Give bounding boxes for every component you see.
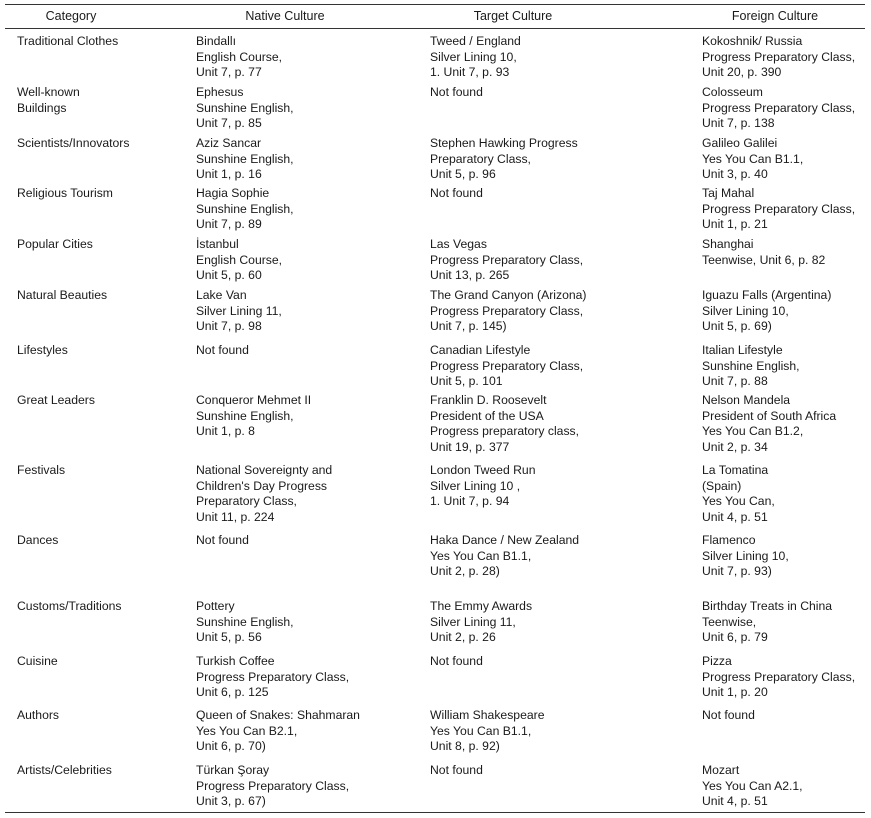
cell-line: Progress Preparatory Class,: [702, 100, 856, 115]
cell-native: [196, 708, 421, 755]
header-native-culture: Native Culture: [245, 9, 325, 23]
cell-line: Yes You Can B1.1,: [430, 548, 532, 563]
cell-foreign: [702, 136, 870, 183]
cell-line: Traditional Clothes: [17, 34, 119, 48]
cell-category: [17, 288, 187, 304]
cell-category: [17, 763, 187, 779]
cell-line: Pizza: [702, 654, 732, 668]
cell-line: Unit 6, p. 79: [702, 630, 768, 645]
cell-foreign: [702, 708, 870, 724]
cell-line: Popular Cities: [17, 237, 93, 251]
cell-line: Unit 1, p. 8: [196, 424, 255, 439]
cell-line: Unit 13, p. 265: [430, 268, 510, 283]
cell-line: Sunshine English,: [196, 151, 294, 166]
cell-target: [430, 34, 695, 81]
cell-line: Unit 7, p. 145): [430, 319, 507, 334]
cell-target: [430, 343, 695, 390]
cell-native: [196, 463, 421, 525]
table-header-row: [0, 8, 871, 28]
cell-line: Yes You Can A2.1,: [702, 778, 803, 793]
cell-line: Las Vegas: [430, 237, 487, 251]
cell-foreign: [702, 533, 870, 580]
cell-category: [17, 343, 187, 359]
cell-target: [430, 463, 695, 510]
cell-line: Festivals: [17, 463, 66, 477]
cell-line: Silver Lining 11,: [430, 614, 516, 629]
cell-line: Well-known: [17, 85, 80, 99]
cell-foreign: [702, 763, 870, 810]
cell-line: Unit 7, p. 77: [196, 65, 262, 80]
cell-line: Silver Lining 11,: [196, 303, 282, 318]
cell-line: The Grand Canyon (Arizona): [430, 288, 587, 302]
cell-line: Mozart: [702, 763, 740, 777]
cell-line: Queen of Snakes: Shahmaran: [196, 708, 360, 722]
cell-line: Unit 19, p. 377: [430, 439, 510, 454]
cell-line: Progress preparatory class,: [430, 424, 580, 439]
cell-category: [17, 136, 187, 152]
cell-category: [17, 599, 187, 615]
cell-native: [196, 533, 421, 549]
cell-line: Unit 7, p. 88: [702, 374, 768, 389]
cell-line: Sunshine English,: [196, 100, 294, 115]
cell-line: Franklin D. Roosevelt: [430, 393, 547, 407]
cell-line: Yes You Can,: [702, 494, 775, 509]
cell-line: 1. Unit 7, p. 94: [430, 494, 510, 509]
cell-target: [430, 533, 695, 580]
cell-line: Lifestyles: [17, 343, 68, 357]
cell-line: Unit 1, p. 21: [702, 217, 768, 232]
cell-line: Unit 1, p. 16: [196, 167, 262, 182]
table-header-rule: [5, 28, 865, 29]
cell-target: [430, 763, 695, 779]
cell-line: Not found: [196, 343, 249, 357]
cell-line: Teenwise, Unit 6, p. 82: [702, 252, 826, 267]
cell-line: Yes You Can B1.1,: [702, 151, 804, 166]
cell-line: President of the USA: [430, 408, 544, 423]
cell-line: William Shakespeare: [430, 708, 545, 722]
cell-line: Unit 2, p. 28): [430, 564, 500, 579]
header-foreign-culture: Foreign Culture: [731, 9, 819, 23]
cell-native: [196, 34, 421, 81]
cell-category: [17, 186, 187, 202]
cell-line: Silver Lining 10,: [702, 548, 789, 563]
cell-line: Galileo Galilei: [702, 136, 778, 150]
cell-line: English Course,: [196, 252, 283, 267]
header-target-culture: Target Culture: [473, 9, 553, 23]
cell-line: Silver Lining 10,: [430, 49, 517, 64]
cell-line: Teenwise,: [702, 614, 757, 629]
cell-line: President of South Africa: [702, 408, 837, 423]
cell-foreign: [702, 599, 870, 646]
cell-line: Flamenco: [702, 533, 756, 547]
cell-line: Italian Lifestyle: [702, 343, 783, 357]
table-bottom-rule: [5, 812, 865, 813]
cell-line: Authors: [17, 708, 60, 722]
cell-foreign: [702, 34, 870, 81]
cell-target: [430, 708, 695, 755]
cell-native: [196, 599, 421, 646]
cell-line: Yes You Can B1.1,: [430, 723, 532, 738]
cell-line: Progress Preparatory Class,: [702, 49, 856, 64]
cell-target: [430, 85, 695, 101]
cell-line: Nelson Mandela: [702, 393, 791, 407]
cell-line: Unit 4, p. 51: [702, 794, 768, 809]
cell-line: Unit 7, p. 93): [702, 564, 772, 579]
header-category: Category: [45, 9, 97, 23]
cell-line: Sunshine English,: [196, 408, 294, 423]
cell-line: Sunshine English,: [196, 614, 294, 629]
cell-line: Silver Lining 10 ,: [430, 478, 521, 493]
cell-native: [196, 393, 421, 440]
cell-native: [196, 136, 421, 183]
cell-line: Kokoshnik/ Russia: [702, 34, 803, 48]
cell-line: (Spain): [702, 478, 742, 493]
cell-category: [17, 393, 187, 409]
cell-foreign: [702, 288, 870, 335]
cell-native: [196, 654, 421, 701]
cell-line: Tweed / England: [430, 34, 521, 48]
cell-line: Taj Mahal: [702, 186, 755, 200]
cell-line: Progress Preparatory Class,: [702, 201, 856, 216]
cell-category: [17, 237, 187, 253]
cell-line: Unit 7, p. 89: [196, 217, 262, 232]
cell-line: Unit 7, p. 85: [196, 116, 262, 131]
cell-line: National Sovereignty and: [196, 463, 333, 477]
cell-line: Children's Day Progress: [196, 478, 328, 493]
cell-line: Cuisine: [17, 654, 58, 668]
cell-foreign: [702, 393, 870, 455]
cell-line: Unit 5, p. 96: [430, 167, 496, 182]
cell-line: Not found: [430, 763, 483, 777]
cell-line: English Course,: [196, 49, 283, 64]
cell-category: [17, 463, 187, 479]
cell-line: Unit 3, p. 67): [196, 794, 266, 809]
table-top-rule: [5, 4, 865, 5]
cell-line: Yes You Can B2.1,: [196, 723, 298, 738]
cell-line: Stephen Hawking Progress: [430, 136, 578, 150]
cell-category: [17, 654, 187, 670]
cell-line: Progress Preparatory Class,: [196, 778, 350, 793]
cell-line: Conqueror Mehmet II: [196, 393, 312, 407]
cell-line: Religious Tourism: [17, 186, 113, 200]
cell-line: Canadian Lifestyle: [430, 343, 531, 357]
cell-line: Progress Preparatory Class,: [430, 252, 584, 267]
cell-category: [17, 708, 187, 724]
cell-line: Hagia Sophie: [196, 186, 270, 200]
cell-native: [196, 763, 421, 810]
cell-line: Lake Van: [196, 288, 247, 302]
cell-line: Natural Beauties: [17, 288, 108, 302]
cell-line: Unit 5, p. 60: [196, 268, 262, 283]
cell-line: Buildings: [17, 100, 67, 115]
cell-foreign: [702, 186, 870, 233]
cell-line: Customs/Traditions: [17, 599, 122, 613]
cell-line: Unit 5, p. 56: [196, 630, 262, 645]
cell-line: Ephesus: [196, 85, 244, 99]
cell-category: [17, 533, 187, 549]
cell-line: 1. Unit 7, p. 93: [430, 65, 510, 80]
cell-foreign: [702, 463, 870, 525]
cell-line: Haka Dance / New Zealand: [430, 533, 580, 547]
cell-line: Bindallı: [196, 34, 236, 48]
cell-line: Silver Lining 10,: [702, 303, 789, 318]
cell-line: Unit 6, p. 70): [196, 739, 266, 754]
cell-native: [196, 85, 421, 132]
cell-line: Unit 2, p. 34: [702, 439, 768, 454]
cell-line: Birthday Treats in China: [702, 599, 833, 613]
cell-line: Pottery: [196, 599, 235, 613]
cell-target: [430, 237, 695, 284]
cell-foreign: [702, 654, 870, 701]
cell-line: Sunshine English,: [702, 358, 800, 373]
cell-line: Turkish Coffee: [196, 654, 275, 668]
cell-line: Preparatory Class,: [430, 151, 531, 166]
cell-line: Preparatory Class,: [196, 494, 297, 509]
cell-native: [196, 186, 421, 233]
cell-line: London Tweed Run: [430, 463, 536, 477]
cell-line: Progress Preparatory Class,: [702, 669, 856, 684]
cell-native: [196, 237, 421, 284]
cell-line: Dances: [17, 533, 59, 547]
cell-line: Progress Preparatory Class,: [430, 303, 584, 318]
cell-line: Not found: [196, 533, 249, 547]
cell-line: Colosseum: [702, 85, 763, 99]
cell-line: Unit 4, p. 51: [702, 509, 768, 524]
cell-line: Shanghai: [702, 237, 754, 251]
cell-target: [430, 288, 695, 335]
cell-line: Scientists/Innovators: [17, 136, 130, 150]
cell-target: [430, 186, 695, 202]
cell-line: Artists/Celebrities: [17, 763, 112, 777]
cell-target: [430, 599, 695, 646]
cell-line: Unit 8, p. 92): [430, 739, 500, 754]
cell-category: [17, 85, 187, 116]
cell-foreign: [702, 237, 870, 268]
cell-line: Unit 3, p. 40: [702, 167, 768, 182]
cell-line: Unit 1, p. 20: [702, 685, 768, 700]
cell-line: İstanbul: [196, 237, 239, 251]
cell-line: Progress Preparatory Class,: [196, 669, 350, 684]
cell-line: Unit 11, p. 224: [196, 509, 275, 524]
cell-line: Yes You Can B1.2,: [702, 424, 804, 439]
cell-category: [17, 34, 187, 50]
cell-line: Not found: [430, 85, 483, 99]
cell-target: [430, 136, 695, 183]
cell-line: Unit 6, p. 125: [196, 685, 269, 700]
cell-line: Unit 20, p. 390: [702, 65, 782, 80]
cell-line: Sunshine English,: [196, 201, 294, 216]
cell-line: Not found: [430, 186, 483, 200]
cell-native: [196, 343, 421, 359]
cell-line: The Emmy Awards: [430, 599, 533, 613]
cell-line: Not found: [702, 708, 755, 722]
cell-line: Türkan Şoray: [196, 763, 270, 777]
cell-line: Great Leaders: [17, 393, 95, 407]
cell-line: Unit 2, p. 26: [430, 630, 496, 645]
cell-line: Unit 7, p. 98: [196, 319, 262, 334]
cell-target: [430, 654, 695, 670]
cell-foreign: [702, 85, 870, 132]
cell-foreign: [702, 343, 870, 390]
cell-line: Not found: [430, 654, 483, 668]
cell-line: Unit 5, p. 101: [430, 374, 503, 389]
cell-line: Unit 7, p. 138: [702, 116, 775, 131]
cell-line: La Tomatina: [702, 463, 769, 477]
cell-line: Progress Preparatory Class,: [430, 358, 584, 373]
cell-line: Unit 5, p. 69): [702, 319, 772, 334]
cell-line: Aziz Sancar: [196, 136, 262, 150]
cell-native: [196, 288, 421, 335]
cell-line: Iguazu Falls (Argentina): [702, 288, 832, 302]
cell-target: [430, 393, 695, 455]
